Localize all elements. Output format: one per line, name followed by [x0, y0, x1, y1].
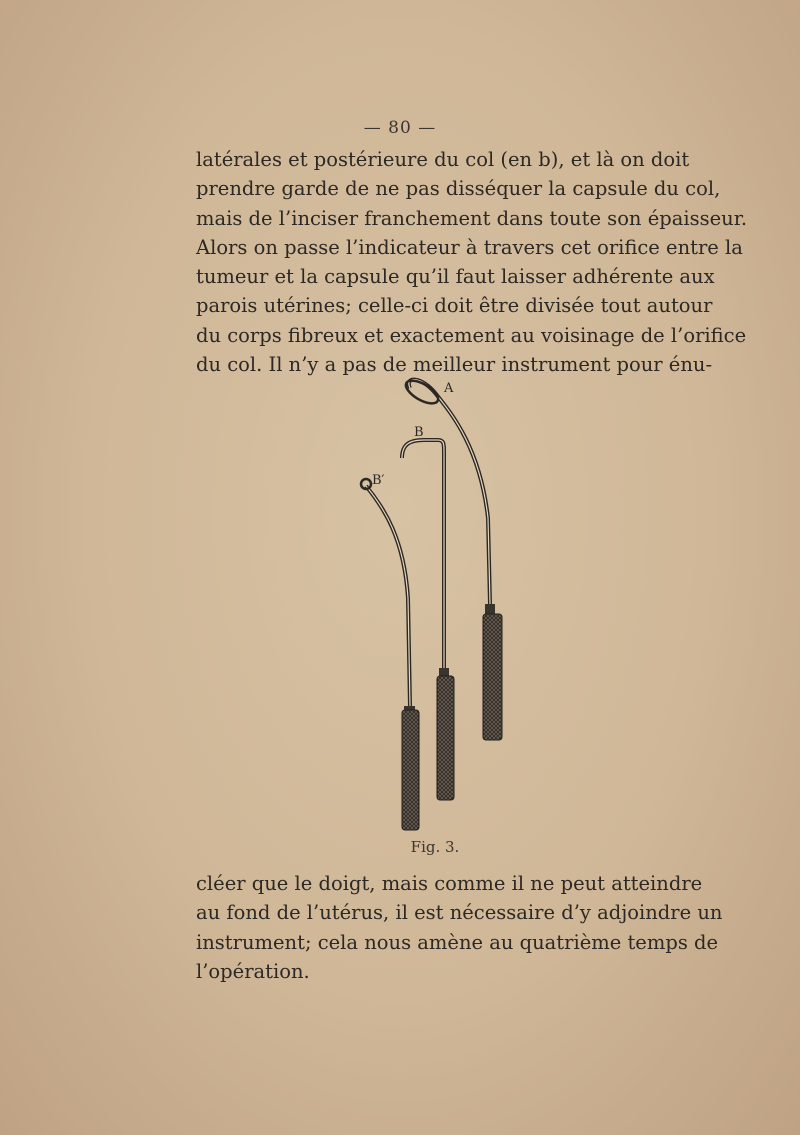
page-number: — 80 — — [363, 118, 437, 138]
text-line: Alors on passe l’indicateur à travers cet orifice entre la — [196, 235, 743, 259]
text-line: du col. Il n’y a pas de meilleur instrument pour énu- — [196, 353, 713, 377]
text-line: parois utérines; celle-ci doit être divisée tout autour — [196, 294, 713, 318]
text-line: du corps fibreux et exactement au voisinage de l’orifice — [196, 323, 747, 347]
label-b-prime: B′ — [372, 473, 385, 488]
text-line: latérales et postérieure du col (en b), et là on doit — [196, 148, 690, 171]
paragraph-top — [196, 145, 748, 379]
paragraph-bottom — [196, 869, 723, 986]
text-line: l’opération. — [196, 959, 310, 983]
text-line: cléer que le doigt, mais comme il ne peut atteindre — [196, 872, 703, 895]
surgical-instruments-figure — [340, 368, 540, 838]
text-line: instrument; cela nous amène au quatrième temps de — [196, 930, 719, 954]
figure-caption: Fig. 3. — [410, 838, 460, 856]
label-b: B — [414, 425, 424, 440]
text-line: mais de l’inciser franchement dans toute son épaisseur. — [196, 206, 748, 230]
label-a: A — [444, 381, 454, 396]
text-line: tumeur et la capsule qu’il faut laisser adhérente aux — [196, 265, 715, 289]
text-line: au fond de l’utérus, il est nécessaire d’y adjoindre un — [196, 901, 723, 925]
instruments-illustration — [340, 368, 540, 838]
text-line: prendre garde de ne pas disséquer la capsule du col, — [196, 177, 721, 201]
instrument-b-prime — [361, 479, 419, 830]
